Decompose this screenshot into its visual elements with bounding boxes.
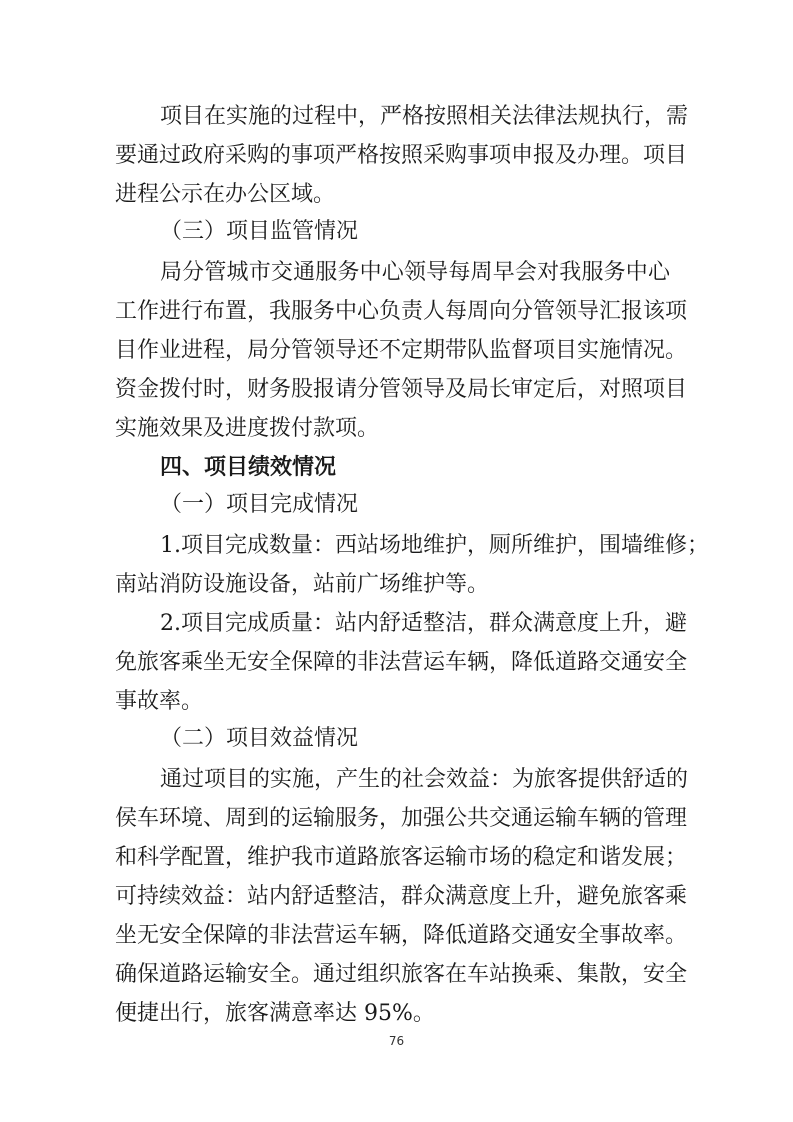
section-heading: 四、项目绩效情况 (160, 455, 337, 480)
body-line: 目作业进程，局分管领导还不定期带队监督项目实施情况。 (115, 338, 688, 363)
body-line: 2.项目完成质量：站内舒适整洁，群众满意度上升，避 (160, 611, 687, 636)
page-number: 76 (388, 1034, 405, 1048)
body-line: 和科学配置，维护我市道路旅客运输市场的稳定和谐发展； (115, 845, 688, 870)
body-line: 便捷出行，旅客满意率达 95%。 (115, 1001, 435, 1026)
body-line: 通过项目的实施，产生的社会效益：为旅客提供舒适的 (160, 767, 689, 792)
section-subheading: （三）项目监管情况 (160, 219, 359, 244)
body-line: 确保道路运输安全。通过组织旅客在车站换乘、集散，安全 (115, 962, 688, 987)
body-line: 项目在实施的过程中，严格按照相关法律法规执行，需 (160, 104, 689, 129)
body-line: 免旅客乘坐无安全保障的非法营运车辆，降低道路交通安全 (115, 650, 688, 675)
body-line: 要通过政府采购的事项严格按照采购事项申报及办理。项目 (115, 143, 688, 168)
section-subheading: （二）项目效益情况 (160, 726, 359, 751)
body-line: 事故率。 (115, 689, 204, 714)
body-line: 实施效果及进度拨付款项。 (115, 416, 380, 441)
section-subheading: （一）项目完成情况 (160, 492, 359, 517)
body-line: 南站消防设施设备，站前广场维护等。 (115, 572, 490, 597)
body-line: 局分管城市交通服务中心领导每周早会对我服务中心 (160, 260, 670, 285)
body-line: 进程公示在办公区域。 (115, 182, 336, 207)
body-line: 工作进行布置，我服务中心负责人每周向分管领导汇报该项 (115, 299, 688, 324)
body-line: 侯车环境、周到的运输服务，加强公共交通运输车辆的管理 (115, 806, 688, 831)
body-line: 坐无安全保障的非法营运车辆，降低道路交通安全事故率。 (115, 923, 688, 948)
body-line: 1.项目完成数量：西站场地维护，厕所维护，围墙维修； (160, 533, 709, 558)
body-line: 资金拨付时，财务股报请分管领导及局长审定后，对照项目 (115, 377, 688, 402)
body-line: 可持续效益：站内舒适整洁，群众满意度上升，避免旅客乘 (115, 884, 688, 909)
